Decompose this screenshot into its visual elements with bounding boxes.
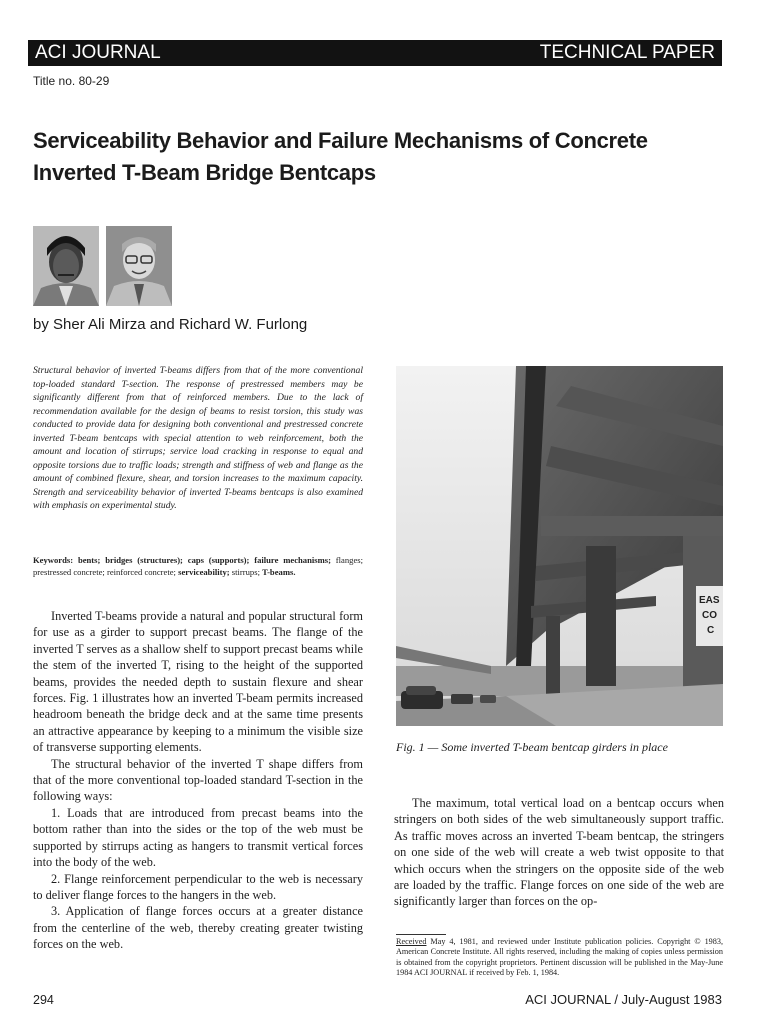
- keywords-label: Keywords:: [33, 555, 74, 565]
- footnote-text: May 4, 1981, and reviewed under Institute publication policies. Copyright © 1983, American Concrete Institute. All rights reserved, including the making of copies unless permission is obtained from the copyright proprietors. Pertinent discussion will be published in the May-June 1984 ACI JOURNAL if received by Feb. 1, 1984.: [396, 937, 723, 977]
- body-paragraph: Inverted T-beams provide a natural and popular structural form for use as a girder to support precast beams. The flange of the inverted T serves as a shallow shelf to support precast beams while the stem of the inverted T, rising to the height of the supported beams, provides the needed depth to sustain flexure and shear forces. Fig. 1 illustrates how an inverted T-beam permits increased headroom beneath the bridge deck and at the same time presents an attractive appearance by keeping to a minimum the visible size of transverse supporting elements.: [33, 609, 363, 755]
- body-paragraph: 1. Loads that are introduced from precast beams into the bottom rather than into the sides or the top of the web must be supported by stirrups acting as hangers to transmit vertical forces into the body of the web.: [33, 805, 363, 870]
- paper-title-line-1: Serviceability Behavior and Failure Mechanisms of Concrete: [33, 128, 648, 153]
- journal-name: ACI JOURNAL: [35, 42, 161, 63]
- keyword: reinforced concrete;: [106, 567, 176, 577]
- keyword: flanges;: [335, 555, 364, 565]
- footnote-divider: [396, 934, 446, 935]
- author-photo-furlong: [106, 226, 172, 306]
- keyword: bents;: [77, 555, 101, 565]
- figure-1-caption: Fig. 1 — Some inverted T-beam bentcap girders in place: [396, 740, 668, 754]
- keyword: prestressed concrete;: [33, 567, 105, 577]
- body-text-right-column: [394, 795, 724, 910]
- sign-text-line-3: C: [707, 625, 715, 636]
- keyword: serviceability;: [178, 567, 230, 577]
- footnote: [396, 937, 723, 978]
- author-byline: by Sher Ali Mirza and Richard W. Furlong: [33, 316, 308, 333]
- keyword: failure mechanisms;: [254, 555, 331, 565]
- sign-text-line-1: EAS: [699, 595, 720, 606]
- body-paragraph: 3. Application of flange forces occurs at a greater distance from the centerline of the web, thereby creating greater twisting forces on the web.: [33, 904, 363, 952]
- body-text-left-column: [33, 608, 363, 953]
- sign-text-line-2: CO: [702, 610, 717, 621]
- keywords: [33, 554, 363, 578]
- keyword: T-beams.: [262, 567, 296, 577]
- abstract: Structural behavior of inverted T-beams differs from that of the more conventional top-loaded standard T-section. The response of prestressed members may be significantly different from that of reinforced members. Due to the lack of recommendation available for the design of beams to resist torsion, this study was conducted to provide data for designing both conventional and prestressed concrete inverted T-beam bentcaps with special attention to web reinforcement, both the amount and location of stirrups; service load cracking in response to equal and opposite torsions due to traffic loads; strength and stiffness of web and flange as the amount of combined flexure, shear, and torsion increases to the maximum capacity. Strength and serviceability behavior of inverted T-beams bentcaps is also examined with emphasis on experimental study.: [33, 365, 363, 511]
- page-number: 294: [33, 993, 54, 1007]
- title-number: Title no. 80-29: [33, 74, 110, 88]
- body-paragraph: The maximum, total vertical load on a bentcap occurs when stringers on both sides of the web simultaneously support traffic. As traffic moves across an inverted T-beam bentcap, the stringers on one side of the web will create a web twist opposite to that which occurs when the stringers on the opposite side of the web are loaded by the traffic. Flange forces on one side of the web are significantly larger than forces on the op-: [394, 796, 724, 909]
- body-paragraph: 2. Flange reinforcement perpendicular to the web is necessary to deliver flange forces to the hangers in the web.: [33, 871, 363, 902]
- keyword: bridges (structures);: [105, 555, 183, 565]
- journal-issue: ACI JOURNAL / July-August 1983: [525, 992, 722, 1007]
- paper-type: TECHNICAL PAPER: [539, 42, 715, 63]
- figure-1-photo: [396, 366, 723, 726]
- body-paragraph: The structural behavior of the inverted T shape differs from that of the more conventional top-loaded standard T-section in the following ways:: [33, 756, 363, 804]
- keyword: stirrups;: [231, 567, 260, 577]
- keyword: caps (supports);: [187, 555, 250, 565]
- paper-title: [33, 125, 723, 189]
- author-photo-mirza: [33, 226, 99, 306]
- footnote-lead: Received: [396, 937, 427, 946]
- paper-title-line-2: Inverted T-Beam Bridge Bentcaps: [33, 160, 376, 185]
- journal-banner: [28, 40, 722, 66]
